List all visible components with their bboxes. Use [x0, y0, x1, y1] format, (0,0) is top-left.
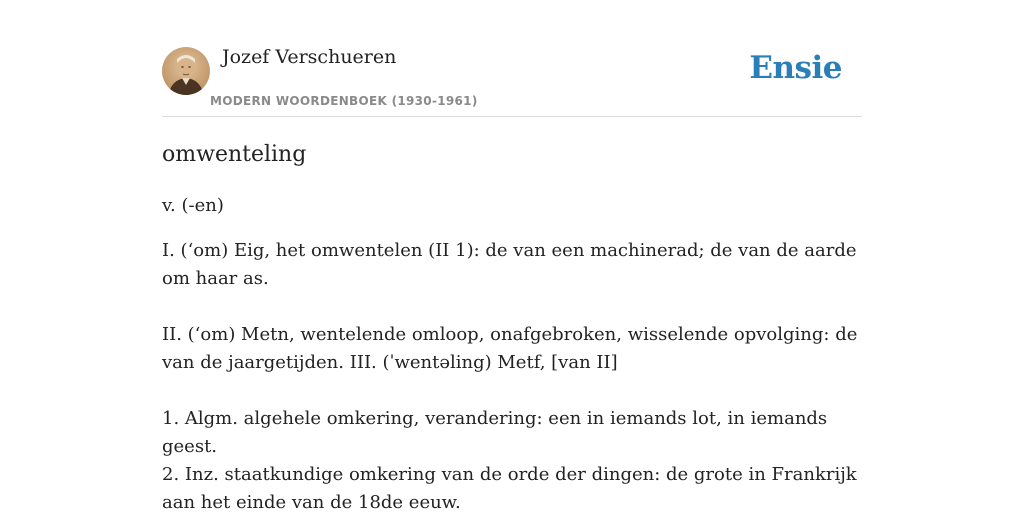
definition-sense: 1. Algm. algehele omkering, verandering: een in iemands lot, in iemands geest. — [162, 408, 828, 457]
definition-body — [162, 237, 862, 517]
ensie-logo[interactable]: Ensie — [749, 50, 842, 86]
definition-sense: I. (ʻom) Eig, het omwentelen (II 1): de van een machinerad; de van de aarde om haar as. — [162, 240, 857, 289]
page-title: omwenteling — [162, 142, 307, 167]
author-avatar[interactable] — [162, 47, 210, 95]
definition-sense: 2. Inz. staatkundige omkering van de orde der dingen: de grote in Frankrijk aan het einde van de 18de eeuw. — [162, 464, 857, 513]
grammar-info: v. (-en) — [162, 195, 224, 216]
definition-sense: II. (ʻom) Metn, wentelende omloop, onafgebroken, wisselende opvolging: de van de jaargetijden. III. (ˈwentəling) Metf, [van II] — [162, 324, 858, 373]
author-name[interactable]: Jozef Verschueren — [222, 46, 397, 68]
card-header — [162, 44, 862, 117]
dictionary-card — [162, 44, 862, 517]
source-title[interactable]: MODERN WOORDENBOEK (1930-1961) — [210, 94, 478, 108]
author-portrait-image — [162, 47, 210, 95]
